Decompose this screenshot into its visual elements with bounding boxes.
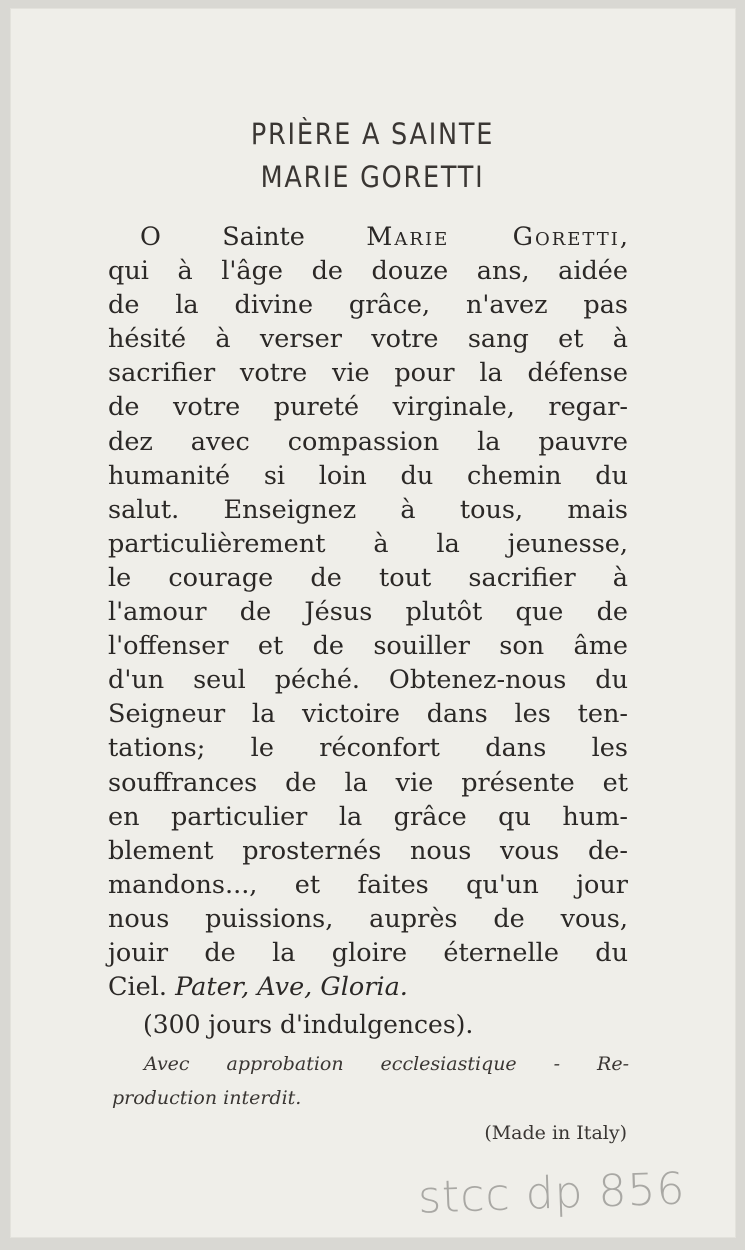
prayer-line-14: d'un seul péché. Obtenez-nous du bbox=[108, 665, 628, 696]
prayer-line-1: O Sainte Marie Goretti, bbox=[140, 222, 628, 252]
indulgence-note: (300 jours d'indulgences). bbox=[143, 1010, 474, 1039]
prayer-line-5: sacrifier votre vie pour la défense bbox=[108, 358, 628, 389]
prayer-line-8: humanité si loin du chemin du bbox=[108, 460, 628, 491]
prayer-line-23: Ciel. Pater, Ave, Gloria. bbox=[108, 972, 408, 1003]
prayer-text bbox=[108, 220, 628, 1004]
made-in-italy: (Made in Italy) bbox=[484, 1122, 627, 1144]
title-line-1: PRIÈRE A SAINTE bbox=[250, 117, 495, 151]
prayer-line-12: l'amour de Jésus plutôt que de bbox=[108, 597, 628, 628]
prayer-line-3: de la divine grâce, n'avez pas bbox=[108, 290, 628, 321]
prayer-line-17: souffrances de la vie présente et bbox=[108, 767, 628, 798]
prayer-line-19: blement prosternés nous vous de- bbox=[108, 835, 628, 866]
prayer-line-16: tations; le réconfort dans les bbox=[108, 733, 628, 764]
prayer-line-9: salut. Enseignez à tous, mais bbox=[108, 494, 628, 525]
title-line-2: MARIE GORETTI bbox=[260, 160, 485, 194]
prayer-line-13: l'offenser et de souiller son âme bbox=[108, 631, 628, 662]
prayer-line-22: jouir de la gloire éternelle du bbox=[108, 937, 628, 968]
approbation-line-1: Avec approbation ecclesiastique - Re- bbox=[144, 1053, 629, 1075]
prayer-line-6: de votre pureté virginale, regar- bbox=[108, 392, 628, 423]
prayer-line-10: particulièrement à la jeunesse, bbox=[108, 528, 628, 559]
prayer-line-15: Seigneur la victoire dans les ten- bbox=[108, 699, 628, 730]
archive-mark: stcc dp 856 bbox=[417, 1163, 687, 1224]
prayer-line-18: en particulier la grâce qu hum- bbox=[108, 801, 628, 832]
prayer-line-7: dez avec compassion la pauvre bbox=[108, 426, 628, 457]
prayer-line-2: qui à l'âge de douze ans, aidée bbox=[108, 256, 628, 287]
prayer-line-21: nous puissions, auprès de vous, bbox=[108, 903, 628, 934]
approbation-line-2: production interdit. bbox=[112, 1087, 302, 1109]
prayer-line-11: le courage de tout sacrifier à bbox=[108, 562, 628, 593]
prayer-line-4: hésité à verser votre sang et à bbox=[108, 324, 628, 355]
prayer-line-20: mandons..., et faites qu'un jour bbox=[108, 869, 628, 900]
